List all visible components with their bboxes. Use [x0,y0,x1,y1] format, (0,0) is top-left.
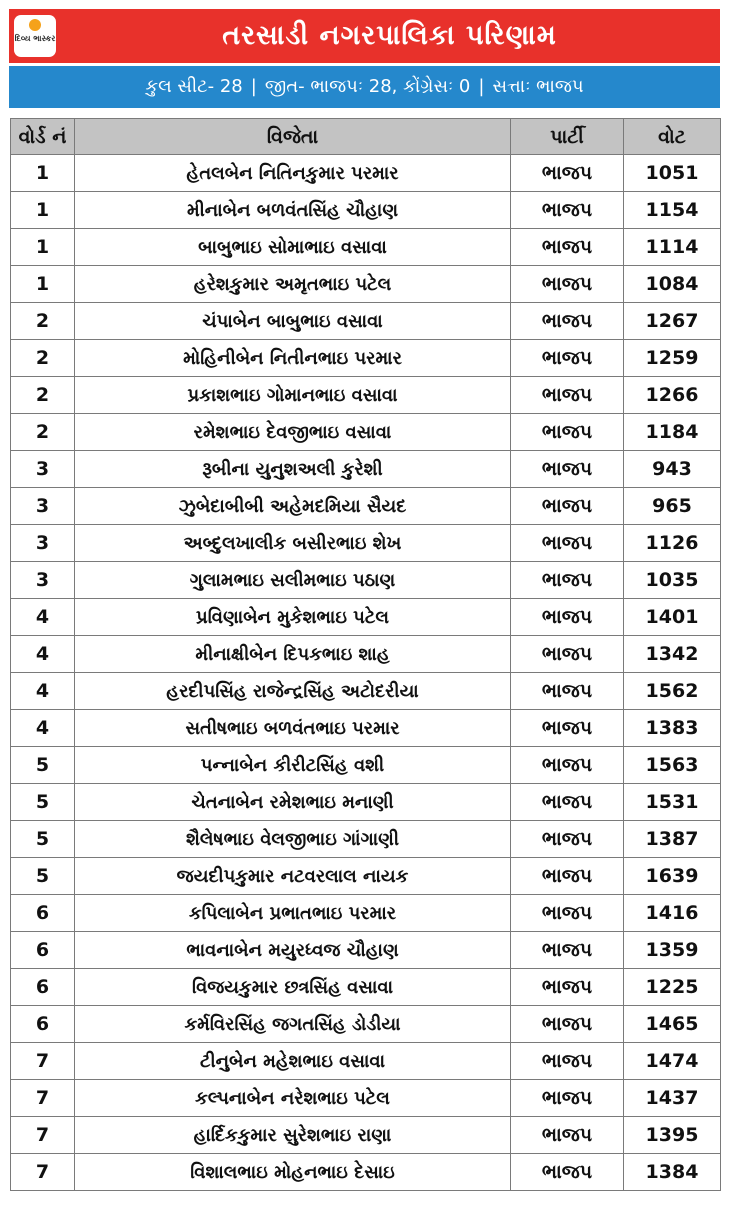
votes-cell: 1563 [624,747,721,784]
table-row [11,821,721,858]
table-row [11,1117,721,1154]
winner-cell: ચંપાબેન બાબુભાઇ વસાવા [75,303,511,340]
votes-cell: 1266 [624,377,721,414]
ward-cell: 6 [11,895,75,932]
brand-logo [14,15,56,57]
table-row [11,377,721,414]
votes-cell: 1051 [624,155,721,192]
winner-cell: કલ્પનાબેન નરેશભાઇ પટેલ [75,1080,511,1117]
ward-cell: 5 [11,784,75,821]
table-row [11,895,721,932]
winner-cell: હરેશકુમાર અમૃતભાઇ પટેલ [75,266,511,303]
votes-cell: 1126 [624,525,721,562]
votes-cell: 1084 [624,266,721,303]
party-cell: ભાજપ [511,858,624,895]
won-seats: જીત- ભાજપઃ 28, કોંગ્રેસઃ 0 [264,76,471,97]
votes-cell: 1359 [624,932,721,969]
winner-cell: હાર્દિકકુમાર સુરેશભાઇ રાણા [75,1117,511,1154]
winner-cell: શૈલેષભાઇ વેલજીભાઇ ગાંગાણી [75,821,511,858]
ward-cell: 6 [11,969,75,1006]
winner-cell: હરદીપસિંહ રાજેન્દ્રસિંહ અટોદરીયા [75,673,511,710]
party-cell: ભાજપ [511,821,624,858]
ward-cell: 6 [11,932,75,969]
winner-cell: વિજયકુમાર છત્રસિંહ વસાવા [75,969,511,1006]
table-row [11,747,721,784]
party-cell: ભાજપ [511,895,624,932]
votes-cell: 1384 [624,1154,721,1191]
header-winner: વિજેતા [75,119,511,155]
ward-cell: 3 [11,525,75,562]
table-row [11,636,721,673]
ward-cell: 7 [11,1117,75,1154]
votes-cell: 1474 [624,1043,721,1080]
votes-cell: 943 [624,451,721,488]
ward-cell: 4 [11,636,75,673]
winner-cell: મીનાબેન બળવંતસિંહ ચૌહાણ [75,192,511,229]
ward-cell: 4 [11,710,75,747]
party-cell: ભાજપ [511,673,624,710]
divider: | [250,76,257,97]
party-cell: ભાજપ [511,1006,624,1043]
votes-cell: 1259 [624,340,721,377]
votes-cell: 1342 [624,636,721,673]
party-cell: ભાજપ [511,155,624,192]
table-row [11,155,721,192]
divider: | [478,76,485,97]
party-cell: ભાજપ [511,1117,624,1154]
votes-cell: 1465 [624,1006,721,1043]
ward-cell: 5 [11,747,75,784]
table-row [11,673,721,710]
table-row [11,599,721,636]
sun-icon [29,19,41,31]
party-cell: ભાજપ [511,784,624,821]
ward-cell: 3 [11,488,75,525]
table-row [11,1006,721,1043]
winner-cell: ટીનુબેન મહેશભાઇ વસાવા [75,1043,511,1080]
votes-cell: 1531 [624,784,721,821]
table-row [11,303,721,340]
ward-cell: 3 [11,562,75,599]
winner-cell: કપિલાબેન પ્રભાતભાઇ પરમાર [75,895,511,932]
ward-cell: 2 [11,340,75,377]
winner-cell: બાબુભાઇ સોમાભાઇ વસાવા [75,229,511,266]
winner-cell: પન્નાબેન કીરીટસિંહ વશી [75,747,511,784]
table-row [11,229,721,266]
ruling-party: સત્તાઃ ભાજપ [492,76,584,97]
winner-cell: ઝુબેદાબીબી અહેમદમિયા સૈયદ [75,488,511,525]
table-row [11,784,721,821]
votes-cell: 1035 [624,562,721,599]
party-cell: ભાજપ [511,303,624,340]
party-cell: ભાજપ [511,192,624,229]
winner-cell: મોહિનીબેન નિતીનભાઇ પરમાર [75,340,511,377]
winner-cell: ચેતનાબેન રમેશભાઇ મનાણી [75,784,511,821]
table-row [11,192,721,229]
table-row [11,414,721,451]
ward-cell: 1 [11,229,75,266]
table-row [11,1154,721,1191]
winner-cell: વિશાલભાઇ મોહનભાઇ દેસાઇ [75,1154,511,1191]
votes-cell: 1395 [624,1117,721,1154]
header-ward: વોર્ડ નં [11,119,75,155]
header-party: પાર્ટી [511,119,624,155]
votes-cell: 1639 [624,858,721,895]
ward-cell: 1 [11,155,75,192]
party-cell: ભાજપ [511,562,624,599]
party-cell: ભાજપ [511,1080,624,1117]
votes-cell: 1184 [624,414,721,451]
table-row [11,525,721,562]
ward-cell: 1 [11,266,75,303]
header-votes: વોટ [624,119,721,155]
results-table [10,118,721,1191]
votes-cell: 1401 [624,599,721,636]
table-row [11,710,721,747]
party-cell: ભાજપ [511,932,624,969]
logo-text: દિવ્ય ભાસ્કર [14,34,56,43]
table-row [11,1080,721,1117]
table-row [11,488,721,525]
ward-cell: 7 [11,1154,75,1191]
party-cell: ભાજપ [511,229,624,266]
votes-cell: 1383 [624,710,721,747]
winner-cell: કર્મવિરસિંહ જગતસિંહ ડોડીયા [75,1006,511,1043]
summary-bar [9,66,720,108]
ward-cell: 7 [11,1043,75,1080]
winner-cell: પ્રવિણાબેન મુકેશભાઇ પટેલ [75,599,511,636]
party-cell: ભાજપ [511,340,624,377]
page-title: તરસાડી નગરપાલિકા પરિણામ [222,20,557,51]
ward-cell: 2 [11,414,75,451]
votes-cell: 1437 [624,1080,721,1117]
winner-cell: રમેશભાઇ દેવજીભાઇ વસાવા [75,414,511,451]
party-cell: ભાજપ [511,1154,624,1191]
votes-cell: 965 [624,488,721,525]
table-row [11,451,721,488]
table-row [11,562,721,599]
winner-cell: પ્રકાશભાઇ ગોમાનભાઇ વસાવા [75,377,511,414]
votes-cell: 1416 [624,895,721,932]
ward-cell: 3 [11,451,75,488]
ward-cell: 4 [11,673,75,710]
votes-cell: 1114 [624,229,721,266]
votes-cell: 1562 [624,673,721,710]
party-cell: ભાજપ [511,525,624,562]
votes-cell: 1387 [624,821,721,858]
votes-cell: 1154 [624,192,721,229]
winner-cell: હેતલબેન નિતિનકુમાર પરમાર [75,155,511,192]
winner-cell: મીનાક્ષીબેન દિપકભાઇ શાહ [75,636,511,673]
table-row [11,932,721,969]
table-row [11,969,721,1006]
ward-cell: 5 [11,821,75,858]
party-cell: ભાજપ [511,599,624,636]
table-row [11,340,721,377]
party-cell: ભાજપ [511,747,624,784]
party-cell: ભાજપ [511,266,624,303]
winner-cell: રૂબીના યુનુશઅલી કુરેશી [75,451,511,488]
party-cell: ભાજપ [511,451,624,488]
table-row [11,266,721,303]
ward-cell: 7 [11,1080,75,1117]
party-cell: ભાજપ [511,636,624,673]
total-seats: કુલ સીટ- 28 [145,76,243,97]
votes-cell: 1225 [624,969,721,1006]
winner-cell: ગુલામભાઇ સલીમભાઇ પઠાણ [75,562,511,599]
winner-cell: ભાવનાબેન મયુરધ્વજ ચૌહાણ [75,932,511,969]
ward-cell: 5 [11,858,75,895]
ward-cell: 1 [11,192,75,229]
winner-cell: સતીષભાઇ બળવંતભાઇ પરમાર [75,710,511,747]
ward-cell: 6 [11,1006,75,1043]
party-cell: ભાજપ [511,710,624,747]
winner-cell: અબ્દુલખાલીક બસીરભાઇ શેખ [75,525,511,562]
ward-cell: 2 [11,303,75,340]
party-cell: ભાજપ [511,488,624,525]
party-cell: ભાજપ [511,414,624,451]
table-row [11,1043,721,1080]
ward-cell: 2 [11,377,75,414]
table-header-row [11,119,721,155]
party-cell: ભાજપ [511,377,624,414]
party-cell: ભાજપ [511,969,624,1006]
table-row [11,858,721,895]
ward-cell: 4 [11,599,75,636]
winner-cell: જયદીપકુમાર નટવરલાલ નાયક [75,858,511,895]
votes-cell: 1267 [624,303,721,340]
title-bar [9,9,720,63]
party-cell: ભાજપ [511,1043,624,1080]
